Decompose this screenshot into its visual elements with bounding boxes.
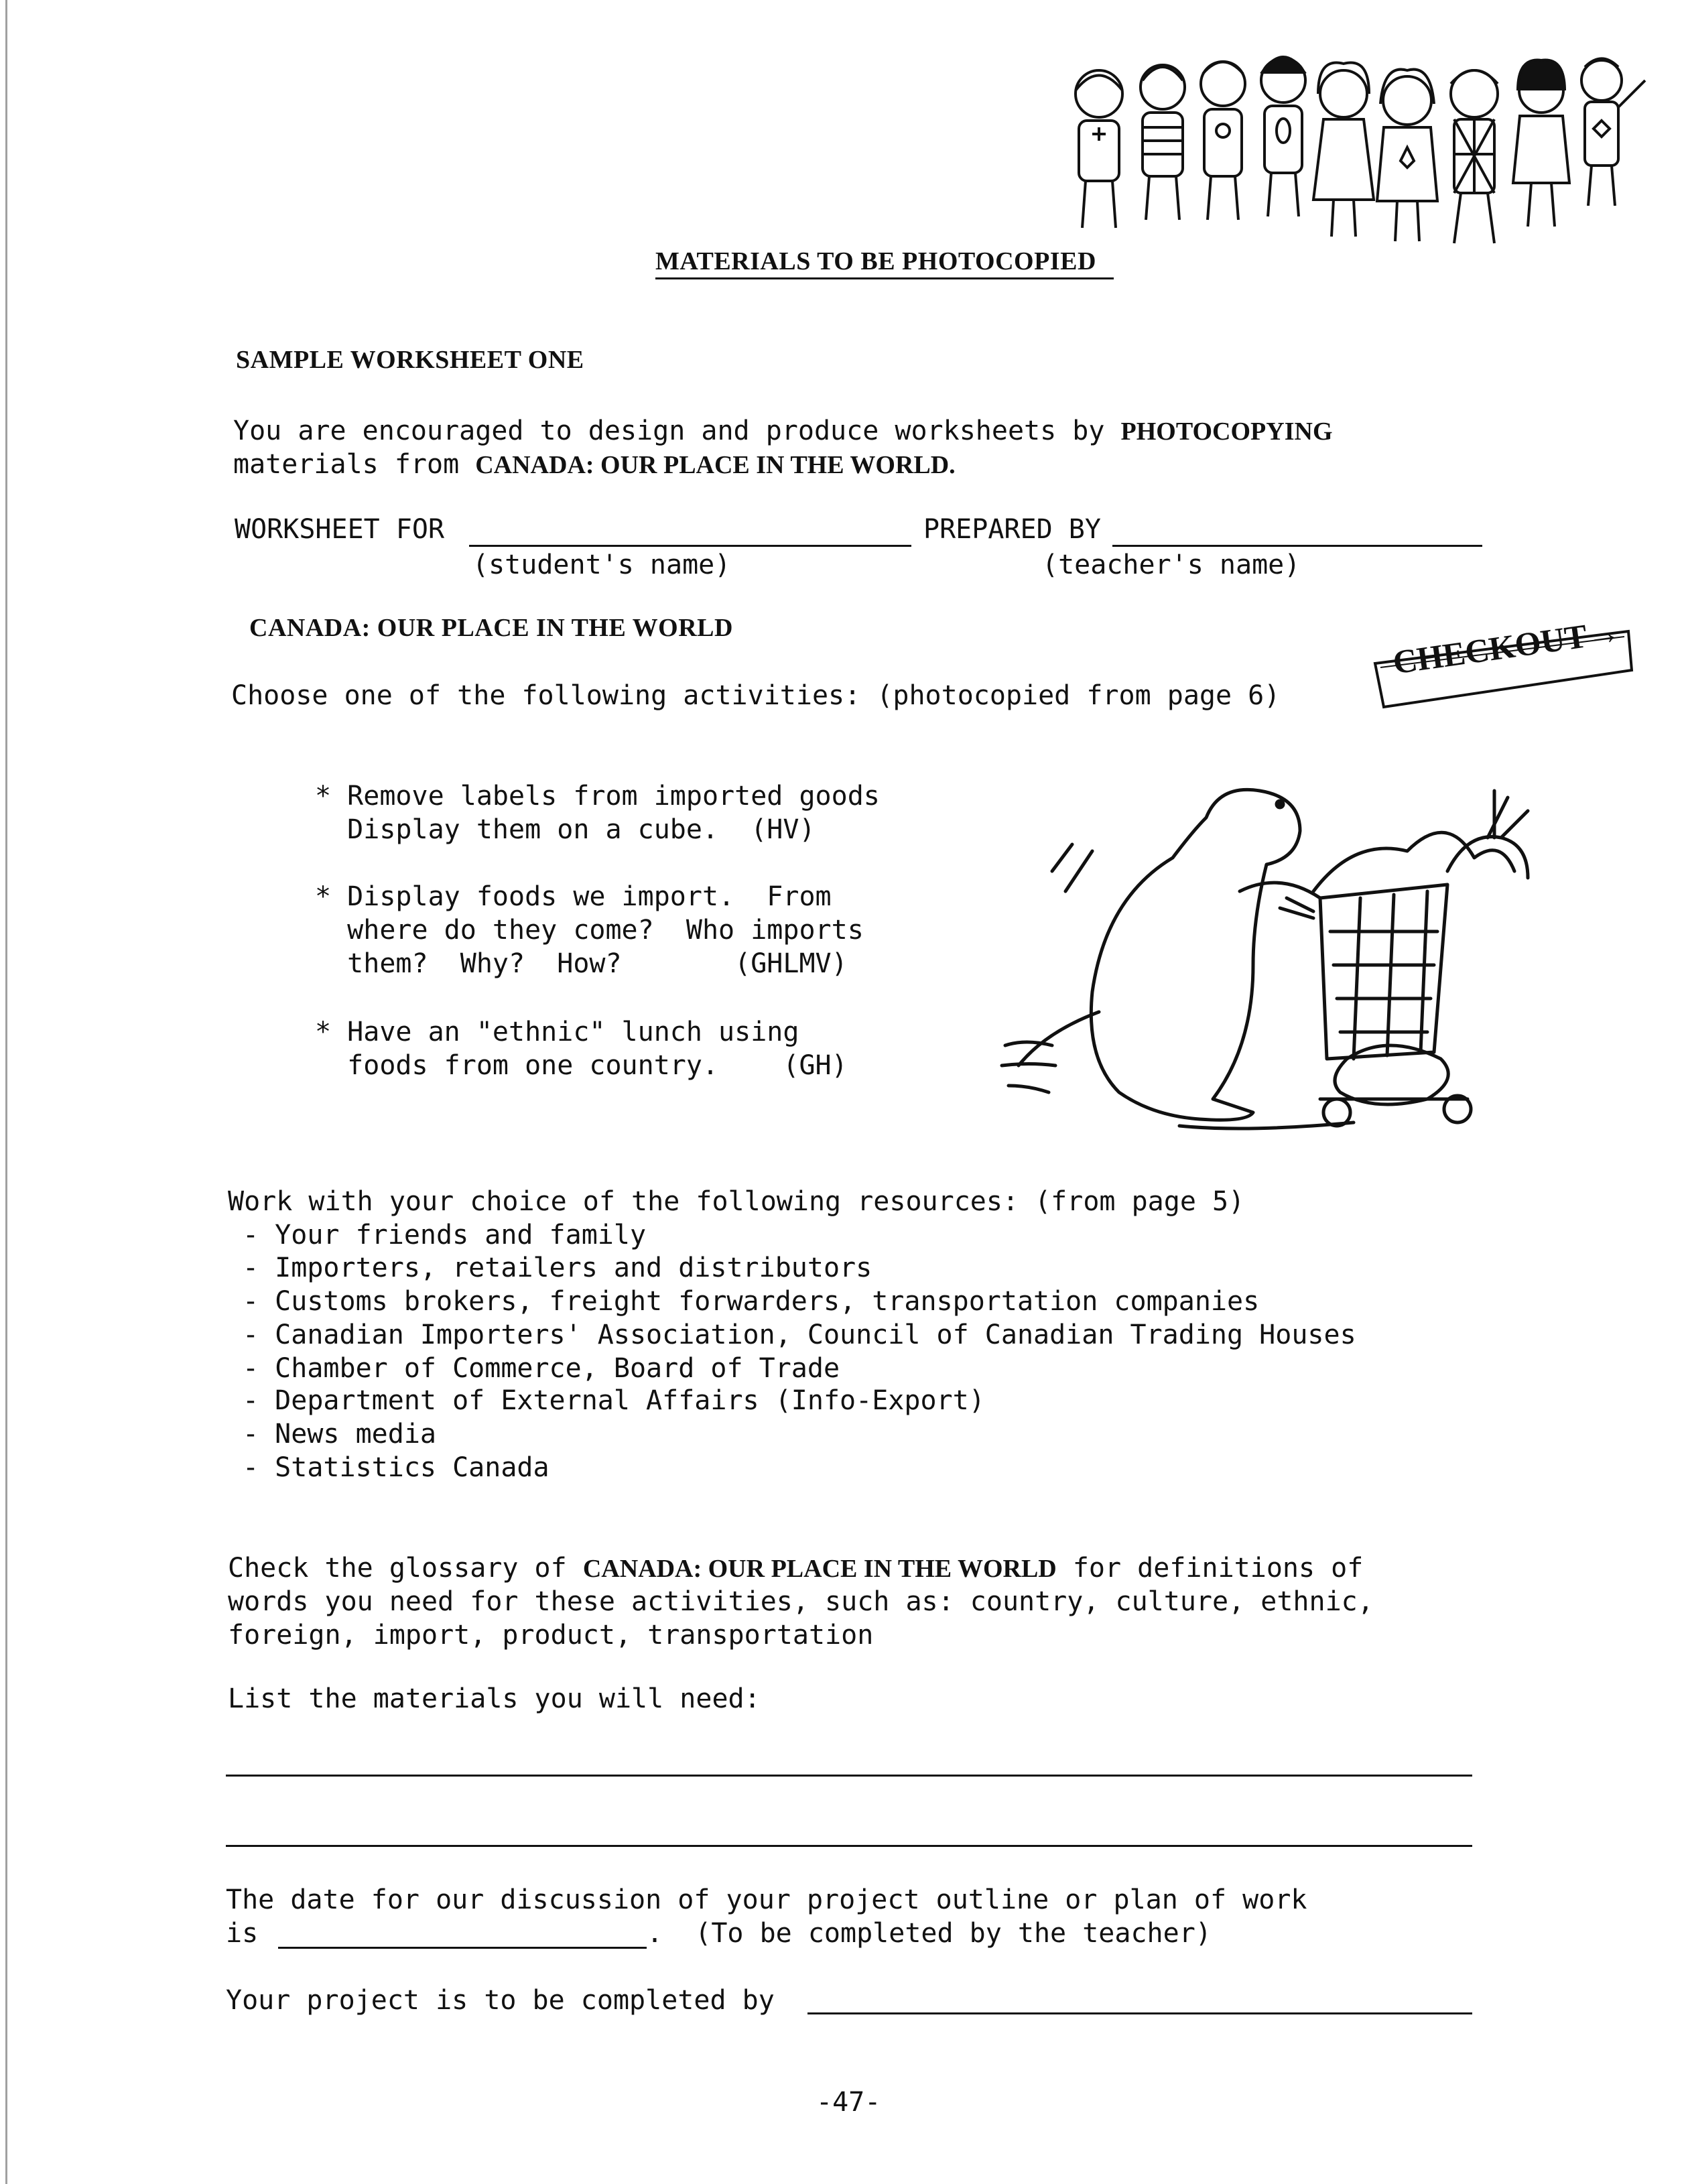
activity-1-line-2: Display them on a cube. (HV) [315, 814, 816, 845]
resource-item: - Statistics Canada [243, 1452, 549, 1483]
intro-line-1: You are encouraged to design and produce worksheets by PHOTOCOPYING [233, 415, 1333, 446]
activity-1-line-1: * Remove labels from imported goods [315, 781, 880, 812]
materials-answer-line-1[interactable] [226, 1775, 1472, 1777]
page-binding-edge [5, 0, 7, 2184]
activity-2-line-2: where do they come? Who imports [315, 915, 864, 946]
activity-3-line-2: foods from one country. (GH) [315, 1050, 848, 1081]
worksheet-for-label: WORKSHEET FOR [235, 514, 445, 545]
completion-label: Your project is to be completed by [226, 1985, 775, 2016]
page-title: MATERIALS TO BE PHOTOCOPIED [655, 247, 1096, 275]
resource-item: - Chamber of Commerce, Board of Trade [243, 1353, 840, 1384]
page-number: -47- [816, 2087, 881, 2118]
glossary-line-2: words you need for these activities, such as: country, culture, ethnic, [228, 1586, 1374, 1617]
student-name-caption: (student's name) [472, 550, 731, 580]
intro-line-2: materials from CANADA: OUR PLACE IN THE WORLD. [233, 449, 956, 480]
activity-2-line-1: * Display foods we import. From [315, 881, 832, 912]
title-underline [655, 277, 1114, 279]
resource-item: - Canadian Importers' Association, Council of Canadian Trading Houses [243, 1320, 1356, 1350]
resource-item: - News media [243, 1419, 436, 1450]
checkout-badge-label: CHECKOUT→ [1390, 612, 1623, 682]
teacher-name-caption: (teacher's name) [1042, 550, 1301, 580]
student-name-field[interactable] [469, 545, 911, 547]
glossary-line-1: Check the glossary of CANADA: OUR PLACE IN THE WORLD for definitions of [228, 1553, 1364, 1584]
resource-item: - Customs brokers, freight forwarders, transportation companies [243, 1286, 1260, 1317]
worksheet-subtitle: SAMPLE WORKSHEET ONE [236, 346, 584, 374]
glossary-line-3: foreign, import, product, transportation [228, 1620, 874, 1651]
children-holding-hands-illustration [1059, 47, 1662, 268]
teacher-name-field[interactable] [1112, 545, 1482, 547]
discussion-line-2-prefix: is [226, 1918, 259, 1949]
materials-answer-line-2[interactable] [226, 1845, 1472, 1847]
completion-date-field[interactable] [807, 2012, 1472, 2014]
discussion-line-1: The date for our discussion of your project outline or plan of work [226, 1884, 1307, 1915]
materials-label: List the materials you will need: [228, 1683, 761, 1714]
choose-activities-line: Choose one of the following activities: (photocopied from page 6) [231, 680, 1281, 711]
section-title: CANADA: OUR PLACE IN THE WORLD [249, 614, 733, 642]
discussion-date-field[interactable] [278, 1947, 647, 1949]
resource-item: - Your friends and family [243, 1220, 647, 1250]
activity-2-line-3: them? Why? How? (GHLMV) [315, 948, 848, 979]
prepared-by-label: PREPARED BY [923, 514, 1101, 545]
activity-3-line-1: * Have an "ethnic" lunch using [315, 1017, 799, 1047]
resource-item: - Importers, retailers and distributors [243, 1252, 872, 1283]
discussion-line-2-suffix: . (To be completed by the teacher) [647, 1918, 1212, 1949]
beaver-shopping-cart-illustration [965, 764, 1635, 1159]
resources-intro: Work with your choice of the following resources: (from page 5) [228, 1186, 1245, 1217]
resource-item: - Department of External Affairs (Info-Export) [243, 1385, 985, 1416]
